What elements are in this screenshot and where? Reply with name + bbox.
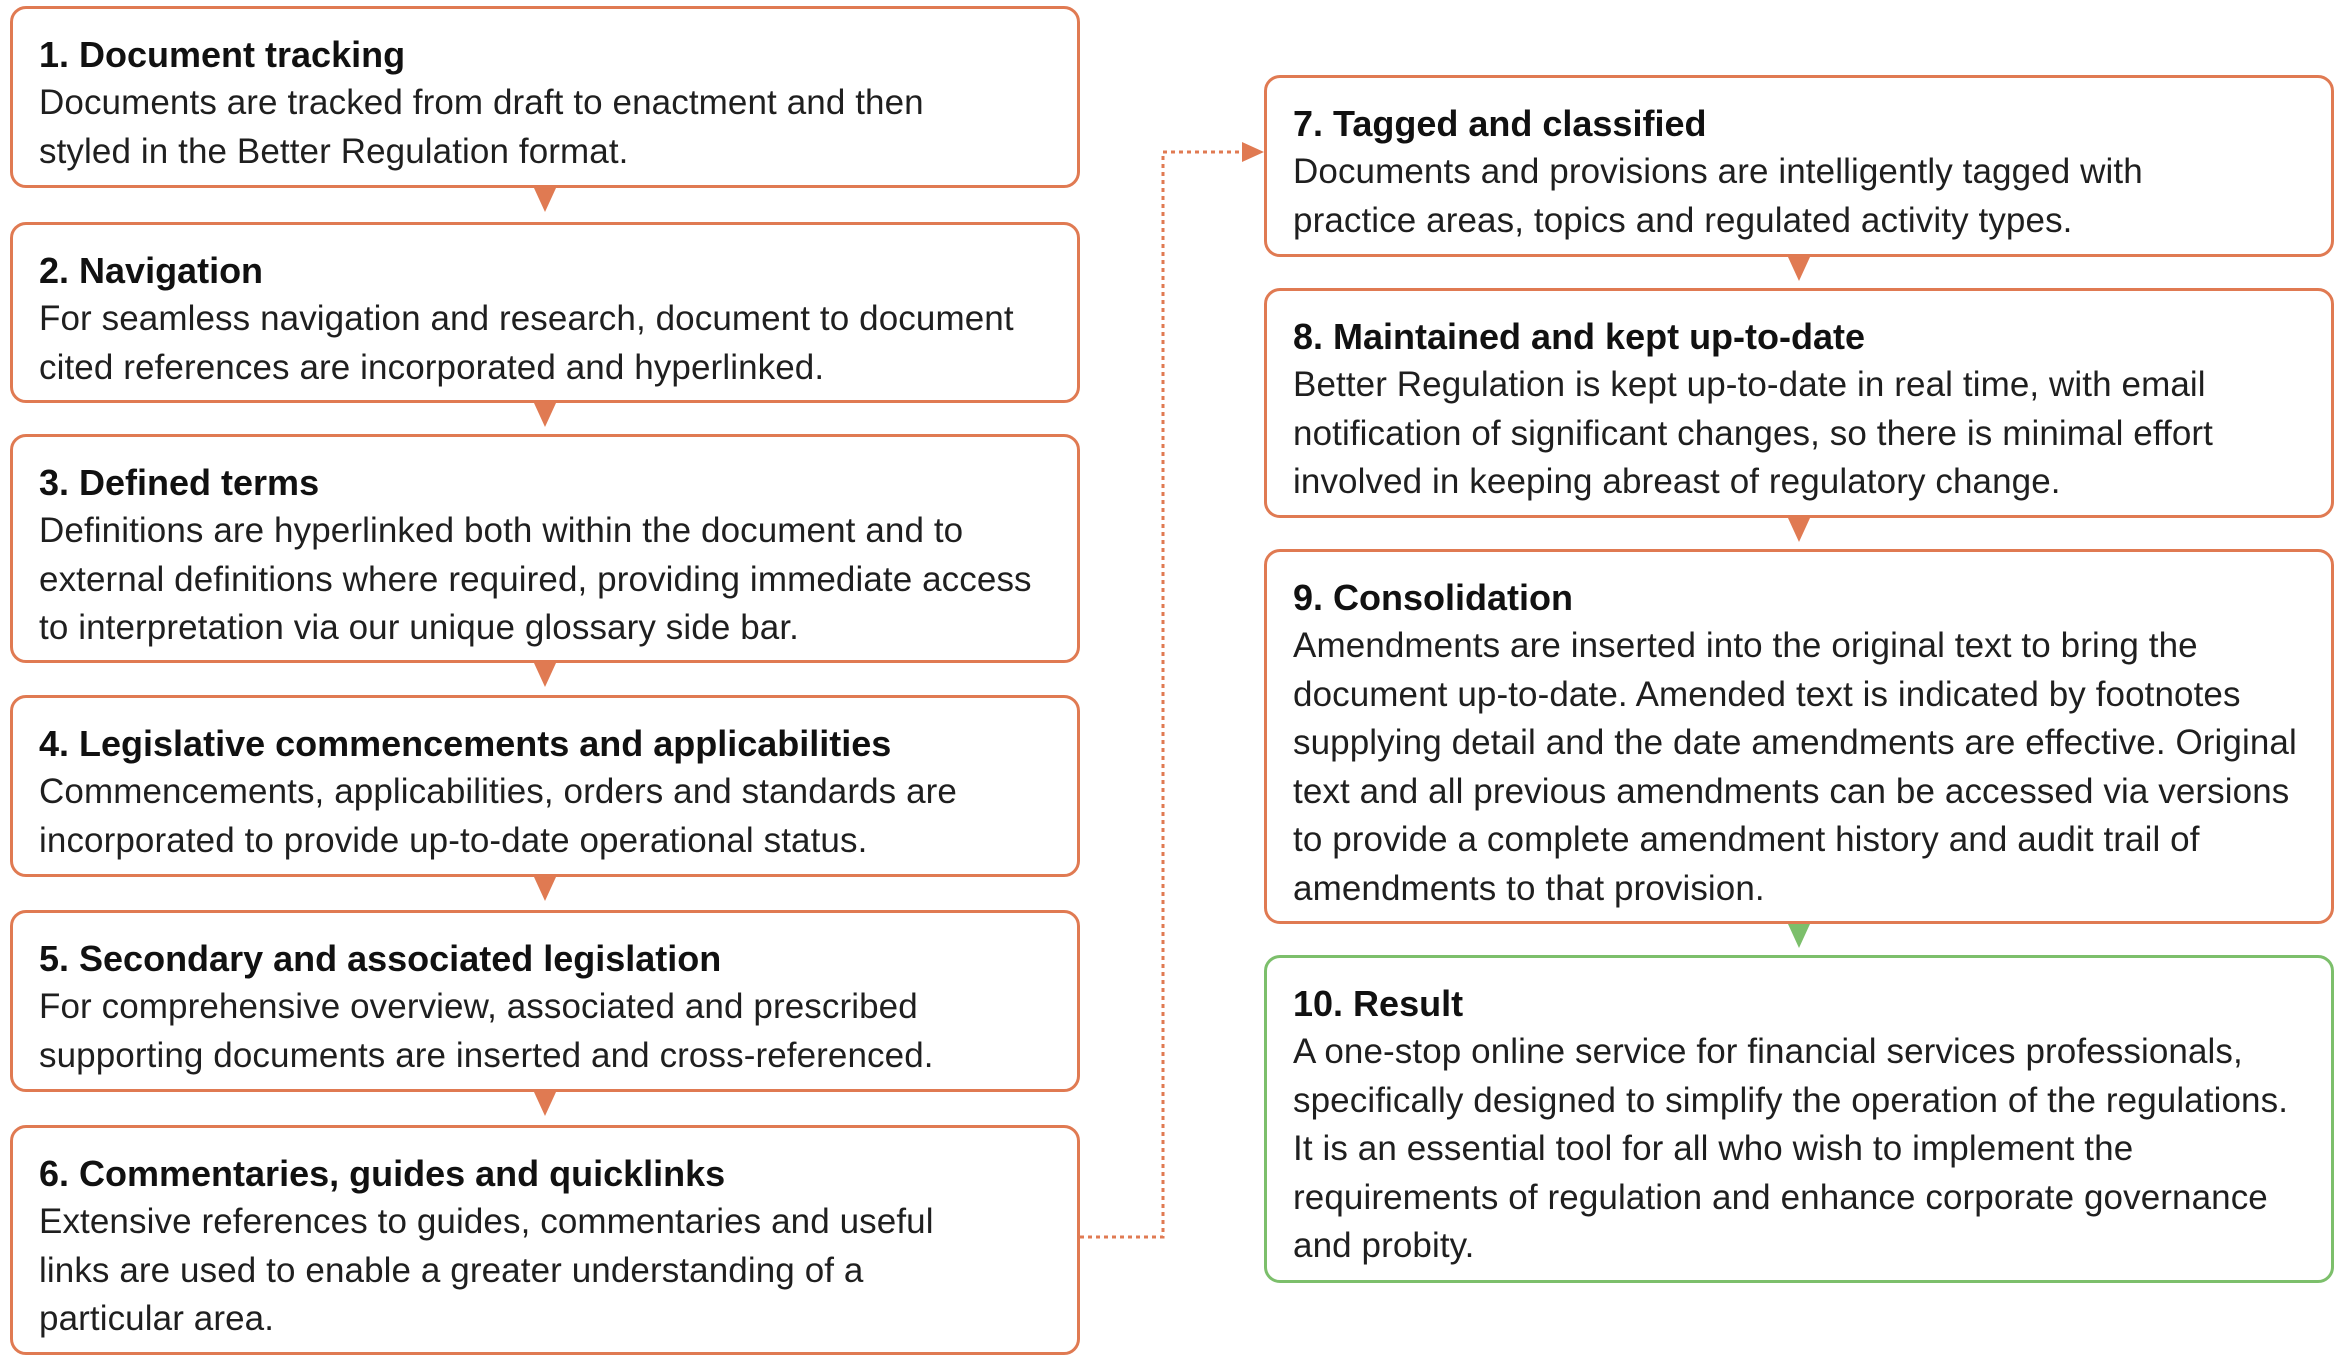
- step-body: For comprehensive overview, associated and prescribed supporting documents are inserted and cross-referenced.: [39, 987, 934, 1075]
- step-box-4: [10, 695, 1080, 877]
- step-box-8: [1264, 288, 2334, 518]
- step-title: 8. Maintained and kept up-to-date: [1293, 316, 1866, 357]
- dotted-connector-6-to-7: [1080, 152, 1250, 1237]
- step-title: 2. Navigation: [39, 250, 264, 291]
- arrow-3-to-4: [534, 663, 556, 687]
- step-title: 1. Document tracking: [39, 34, 406, 75]
- result-body: A one-stop online service for financial services professionals, specifically designed to simplify the operation of the regulations. It is an essential tool for all who wish to implement the requirements of regulation and enhance corporate governance and probity.: [1293, 1032, 2289, 1265]
- arrow-8-to-9: [1788, 518, 1810, 542]
- step-box-2: [10, 222, 1080, 403]
- step-body: Documents and provisions are intelligently tagged with practice areas, topics and regulated activity types.: [1293, 152, 2143, 240]
- step-box-7: [1264, 75, 2334, 257]
- step-box-6: [10, 1125, 1080, 1355]
- arrow-1-to-2: [534, 188, 556, 212]
- step-box-1: [10, 6, 1080, 188]
- step-box-9: [1264, 549, 2334, 924]
- step-body: Extensive references to guides, commentaries and useful links are used to enable a greater understanding of a particular area.: [39, 1202, 934, 1338]
- arrow-7-to-8: [1788, 257, 1810, 281]
- result-title: 10. Result: [1293, 983, 1464, 1024]
- arrow-2-to-3: [534, 403, 556, 427]
- step-title: 5. Secondary and associated legislation: [39, 938, 722, 979]
- arrow-9-to-10: [1788, 924, 1810, 948]
- arrow-5-to-6: [534, 1092, 556, 1116]
- step-box-5: [10, 910, 1080, 1092]
- step-body: Documents are tracked from draft to enactment and then styled in the Better Regulation format.: [39, 83, 924, 171]
- step-body: Better Regulation is kept up-to-date in real time, with email notification of significant changes, so there is minimal effort involved in keeping abreast of regulatory change.: [1293, 365, 2214, 501]
- step-body: Amendments are inserted into the original text to bring the document up-to-date. Amended text is indicated by footnotes supplying detail and the date amendments are effective. Original text and all previous amendments can be accessed via versions to provide a complete amendment history and audit trail of amendments to that provision.: [1293, 626, 2297, 908]
- step-title: 4. Legislative commencements and applicabilities: [39, 723, 892, 764]
- step-title: 3. Defined terms: [39, 462, 320, 503]
- arrow-4-to-5: [534, 877, 556, 901]
- step-title: 7. Tagged and classified: [1293, 103, 1707, 144]
- arrow-6-to-7: [1242, 142, 1264, 162]
- step-box-3: [10, 434, 1080, 663]
- step-body: Commencements, applicabilities, orders and standards are incorporated to provide up-to-date operational status.: [39, 772, 957, 860]
- step-title: 6. Commentaries, guides and quicklinks: [39, 1153, 726, 1194]
- step-title: 9. Consolidation: [1293, 577, 1574, 618]
- result-box: [1264, 955, 2334, 1283]
- step-body: Definitions are hyperlinked both within the document and to external definitions where required, providing immediate access to interpretation via our unique glossary side bar.: [39, 511, 1032, 647]
- step-body: For seamless navigation and research, document to document cited references are incorporated and hyperlinked.: [39, 299, 1014, 387]
